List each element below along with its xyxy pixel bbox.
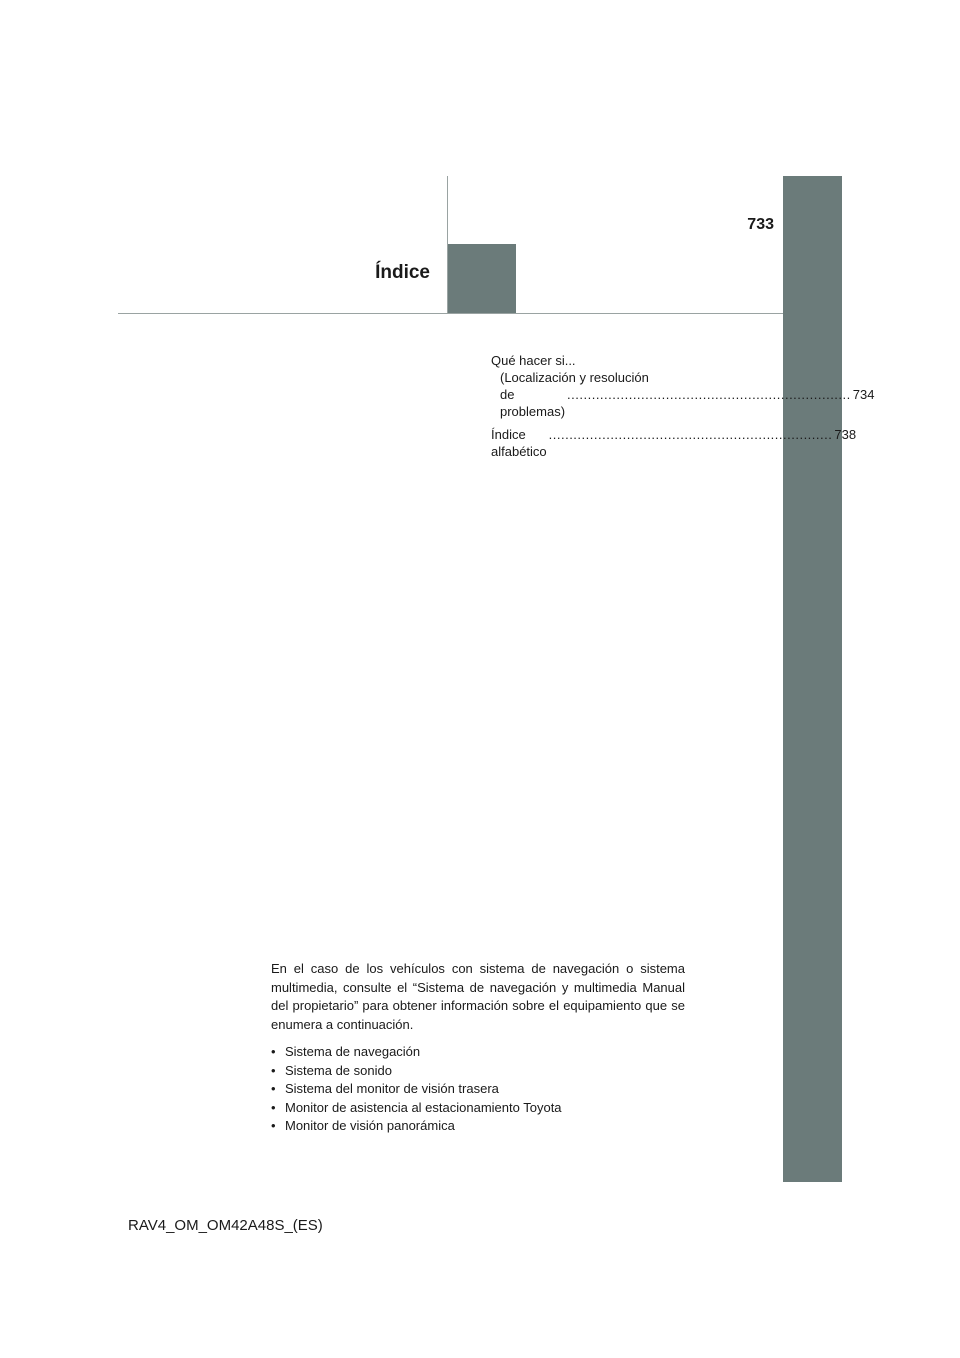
bullet-icon: • — [271, 1081, 276, 1096]
list-item — [271, 1117, 685, 1136]
list-item-text: Sistema del monitor de visión trasera — [285, 1081, 499, 1096]
header-color-block — [448, 244, 516, 313]
list-item — [271, 1099, 685, 1118]
toc-entry-alphabetical-index[interactable] — [491, 426, 857, 460]
toc-entry-page: 734 — [852, 387, 875, 402]
toc-entry-label: de problemas) — [500, 387, 566, 419]
side-chapter-tab — [783, 176, 842, 1182]
equipment-list — [271, 1043, 685, 1136]
note-paragraph: En el caso de los vehículos con sistema de navegación o sistema multimedia, consulte el “Sistema de navegación y multimedia Manual del propietario” para obtener información sobre el equipamiento que se enumera a continuación. — [271, 961, 685, 1032]
bullet-icon: • — [271, 1118, 276, 1133]
footer-document-code: RAV4_OM_OM42A48S_(ES) — [128, 1217, 323, 1234]
toc-entry-page: 738 — [834, 427, 857, 442]
list-item-text: Monitor de asistencia al estacionamiento Toyota — [285, 1099, 562, 1115]
toc-leader-dots: ..................................................................... — [567, 387, 851, 402]
header-horizontal-rule — [118, 313, 783, 314]
list-item-text: Monitor de visión panorámica — [285, 1118, 455, 1133]
section-title: Índice — [375, 262, 430, 283]
toc-entry-troubleshooting[interactable] — [491, 352, 875, 420]
list-item — [271, 1062, 685, 1081]
list-item-text: Sistema de sonido — [285, 1062, 392, 1078]
bullet-icon: • — [271, 1062, 276, 1078]
table-of-contents — [491, 352, 875, 460]
navigation-system-note — [271, 960, 685, 1136]
list-item — [271, 1043, 685, 1062]
bullet-icon: • — [271, 1099, 276, 1115]
toc-entry-line: (Localización y resolución — [500, 370, 649, 385]
list-item-text: Sistema de navegación — [285, 1044, 421, 1059]
toc-entry-row — [491, 386, 875, 420]
list-item — [271, 1080, 685, 1099]
toc-leader-dots: ..................................................................... — [548, 427, 833, 442]
bullet-icon: • — [271, 1044, 276, 1059]
page-number: 733 — [747, 216, 774, 233]
toc-entry-label: Índice alfabético — [491, 427, 547, 459]
toc-entry-line: Qué hacer si... — [491, 353, 576, 368]
toc-entry-row — [491, 426, 857, 460]
